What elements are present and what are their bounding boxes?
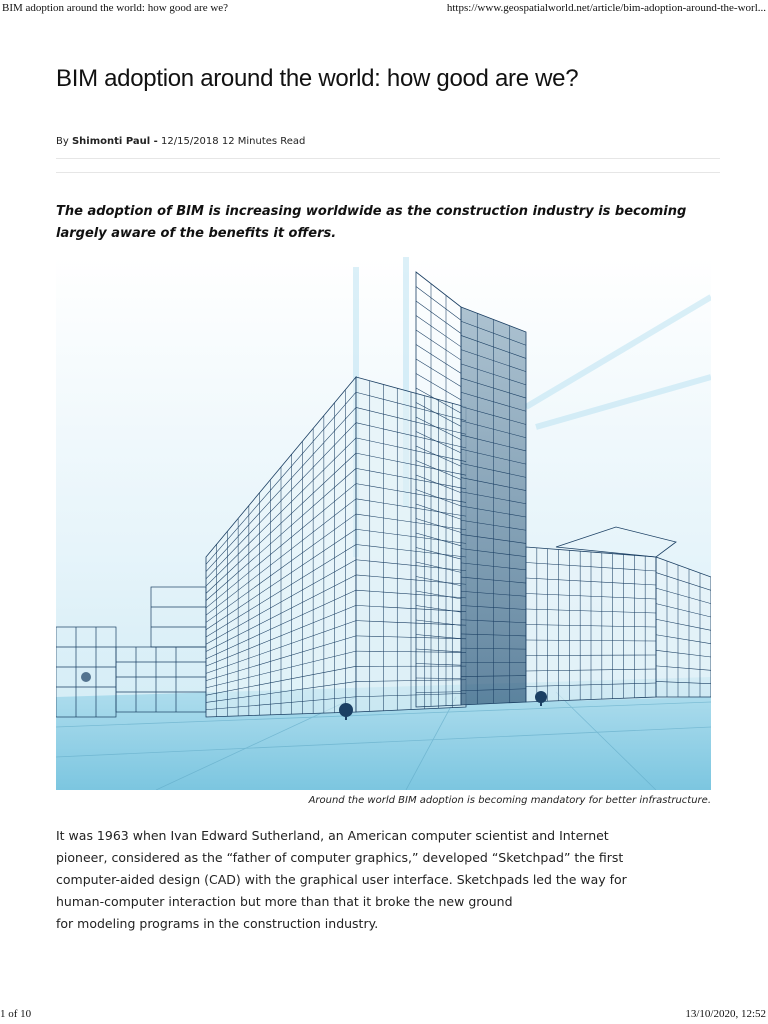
byline-author[interactable]: Shimonti Paul - xyxy=(71,136,158,147)
divider xyxy=(56,172,720,173)
building-wireframe-illustration xyxy=(56,257,711,790)
divider xyxy=(56,158,720,159)
print-header-url[interactable]: https://www.geospatialworld.net/article/bim-adoption-around-the-worl... xyxy=(446,2,766,14)
article-lead: The adoption of BIM is increasing worldwide as the construction industry is becoming largely aware of the benefits it offers. xyxy=(56,204,687,241)
paragraph-line: pioneer, considered as the “father of computer graphics,” developed “Sketchpad” the first xyxy=(56,850,624,865)
article-title: BIM adoption around the world: how good are we? xyxy=(56,65,579,92)
article-image xyxy=(56,257,711,790)
article-paragraph xyxy=(56,825,716,935)
image-caption: Around the world BIM adoption is becoming mandatory for better infrastructure. xyxy=(308,795,711,806)
print-footer xyxy=(0,1006,768,1024)
paragraph-line: human-computer interaction but more than that it broke the new ground xyxy=(56,894,513,909)
print-header xyxy=(0,0,768,20)
byline-read-time: 12 Minutes Read xyxy=(221,136,306,147)
page-number: 1 of 10 xyxy=(0,1008,32,1020)
paragraph-line: computer-aided design (CAD) with the graphical user interface. Sketchpads led the way for xyxy=(56,872,627,887)
article-byline xyxy=(56,136,305,147)
paragraph-line: for modeling programs in the construction industry. xyxy=(56,916,379,931)
byline-date: 12/15/2018 xyxy=(161,136,219,147)
print-timestamp: 13/10/2020, 12:52 xyxy=(685,1008,766,1020)
paragraph-line: It was 1963 when Ivan Edward Sutherland, an American computer scientist and Internet xyxy=(56,828,609,843)
byline-prefix: By xyxy=(56,136,69,147)
print-header-title: BIM adoption around the world: how good are we? xyxy=(2,2,229,14)
